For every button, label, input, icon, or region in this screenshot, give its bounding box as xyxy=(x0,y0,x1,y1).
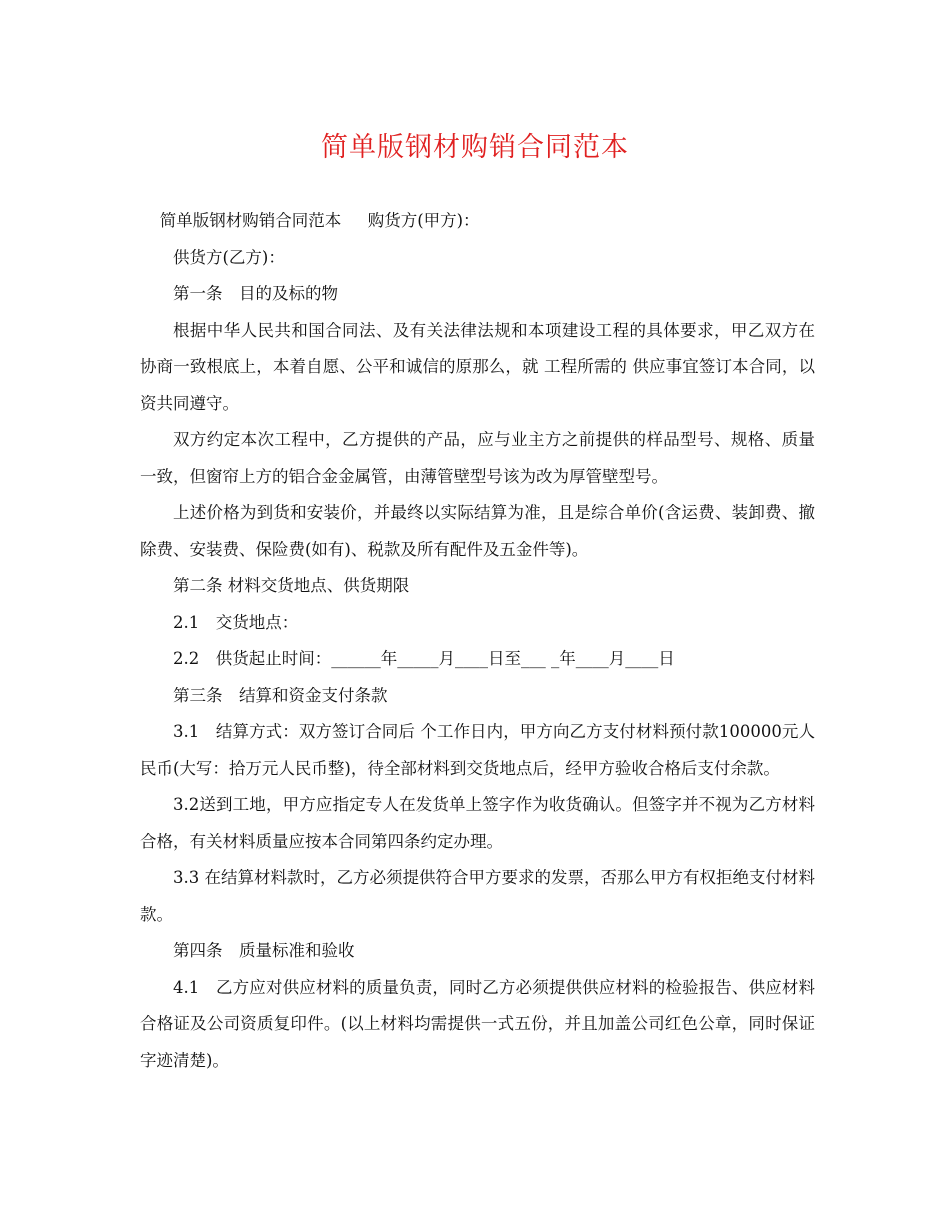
article-1-paragraph-2: 双方约定本次工程中，乙方提供的产品，应与业主方之前提供的样品型号、规格、质量一致，但窗帘上方的铝合金金属管，由薄管壁型号该为改为厚管壁型号。 xyxy=(140,430,815,486)
intro-title: 简单版钢材购销合同范本 xyxy=(159,211,342,230)
article-3-heading: 第三条 结算和资金支付条款 xyxy=(173,685,388,705)
clause-3-3: 3.3 在结算材料款时，乙方必须提供符合甲方要求的发票，否那么甲方有权拒绝支付材料款。 xyxy=(140,868,815,924)
clause-2-1: 2.1 交货地点： xyxy=(173,612,299,632)
clause-2-2: 2.2 供货起止时间：______年_____月____日至___ _年____月____日 xyxy=(173,649,675,668)
clause-3-2: 3.2送到工地，甲方应指定专人在发货单上签字作为收货确认。但签字并不视为乙方材料合格，有关材料质量应按本合同第四条约定办理。 xyxy=(140,795,815,851)
article-4-heading: 第四条 质量标准和验收 xyxy=(173,941,355,960)
document-title: 简单版钢材购销合同范本 xyxy=(321,132,629,163)
supplier-label: 供货方(乙方)： xyxy=(173,247,285,267)
document-body xyxy=(140,203,815,1079)
article-1-paragraph-3: 上述价格为到货和安装价，并最终以实际结算为准，且是综合单价(含运费、装卸费、撤除费、安装费、保险费(如有)、税款及所有配件及五金件等)。 xyxy=(140,503,815,559)
article-2-heading: 第二条 材料交货地点、供货期限 xyxy=(173,576,410,595)
article-1-paragraph-1: 根据中华人民共和国合同法、及有关法律法规和本项建设工程的具体要求，甲乙双方在协商一致根底上，本着自愿、公平和诚信的原那么，就 工程所需的 供应事宜签订本合同，以资共同遵守。 xyxy=(140,320,815,413)
clause-3-1: 3.1 结算方式：双方签订合同后 个工作日内，甲方向乙方支付材料预付款100000元人民币(大写：拾万元人民币整)，待全部材料到交货地点后，经甲方验收合格后支付余款。 xyxy=(140,722,815,778)
intro-line xyxy=(140,203,815,240)
clause-4-1: 4.1 乙方应对供应材料的质量负责，同时乙方必须提供供应材料的检验报告、供应材料合格证及公司资质复印件。(以上材料均需提供一式五份，并且加盖公司红色公章，同时保证字迹清楚)。 xyxy=(140,977,815,1070)
buyer-label: 购货方(甲方)： xyxy=(367,211,480,230)
article-1-heading: 第一条 目的及标的物 xyxy=(173,284,338,303)
